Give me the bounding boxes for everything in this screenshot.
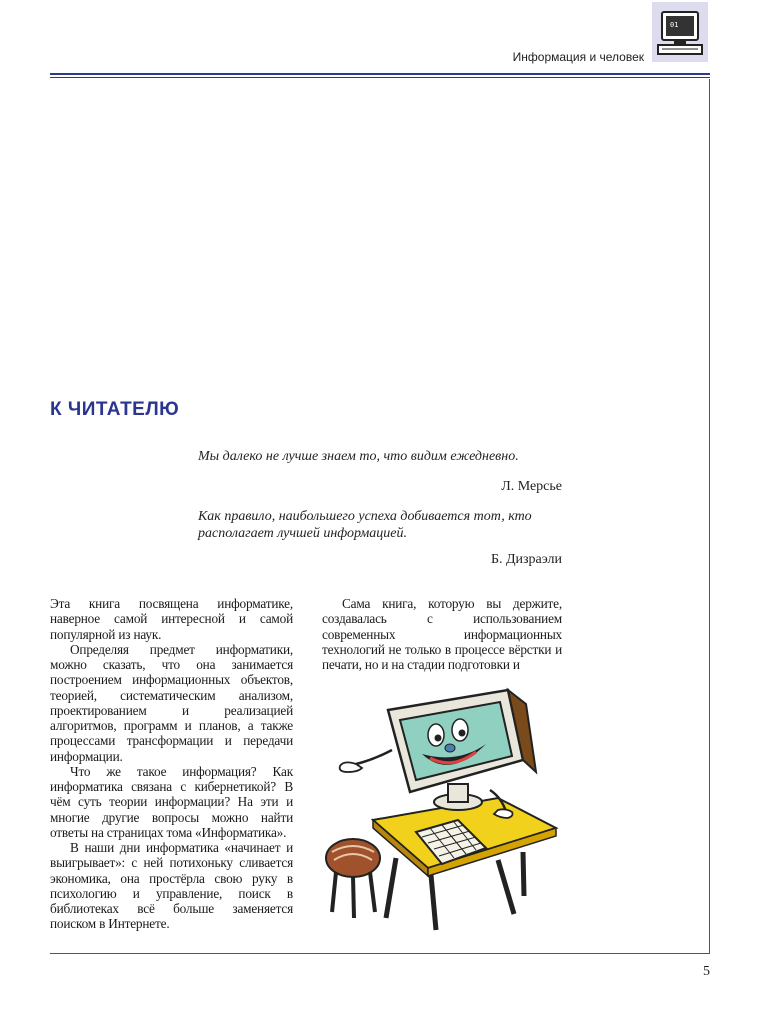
epigraph-1-text: Мы далеко не лучше знаем то, что видим ежедневно.: [198, 449, 519, 464]
section-title: К ЧИТАТЕЛЮ: [50, 399, 180, 420]
epigraph-2-text: Как правило, наибольшего успеха добивается тот, кто располагает лучшей информацией.: [198, 509, 532, 541]
body-right-column: [322, 596, 562, 672]
paragraph: Сама книга, которую вы держите, создавалась с использованием современных информационных технологий не только в процессе вёрстки и печати, но и на стадии подготовки и: [322, 596, 562, 672]
page-number: 5: [703, 964, 710, 979]
svg-text:01: 01: [670, 21, 679, 29]
epigraph-1-author: Л. Мерсье: [501, 479, 562, 494]
paragraph: В наши дни информатика «начинает и выигрывает»: с ней потихоньку сливается экономика, она простёрла свою руку в психологию и управление, поиск в библиотеках всё больше заменяется поиском в Интернете.: [50, 840, 293, 932]
header-rule-thin: [50, 77, 710, 78]
paragraph: Эта книга посвящена информатике, наверное самой интересной и самой популярной из наук.: [50, 596, 293, 642]
footer-rule: [50, 953, 710, 954]
body-left-column: [50, 596, 293, 932]
paragraph: Что же такое информация? Как информатика связана с кибернетикой? В чём суть теории информации? На эти и многие другие вопросы можно найти ответы на страницах тома «Информатика».: [50, 763, 293, 840]
paragraph: Определяя предмет информатики, можно сказать, что она занимается построением информационных объектов, теорией, систематическим анализом, проектированием и реализацией алгоритмов, программ и планов, а также процессами трансформации и передачи информации.: [50, 641, 293, 764]
header-computer-icon: [652, 2, 708, 62]
epigraph-2-author: Б. Дизраэли: [490, 552, 562, 567]
header-rule: [50, 73, 710, 75]
page-frame-right: [709, 79, 710, 954]
running-header: Информация и человек: [512, 50, 644, 64]
cartoon-computer-illustration: [318, 680, 564, 940]
